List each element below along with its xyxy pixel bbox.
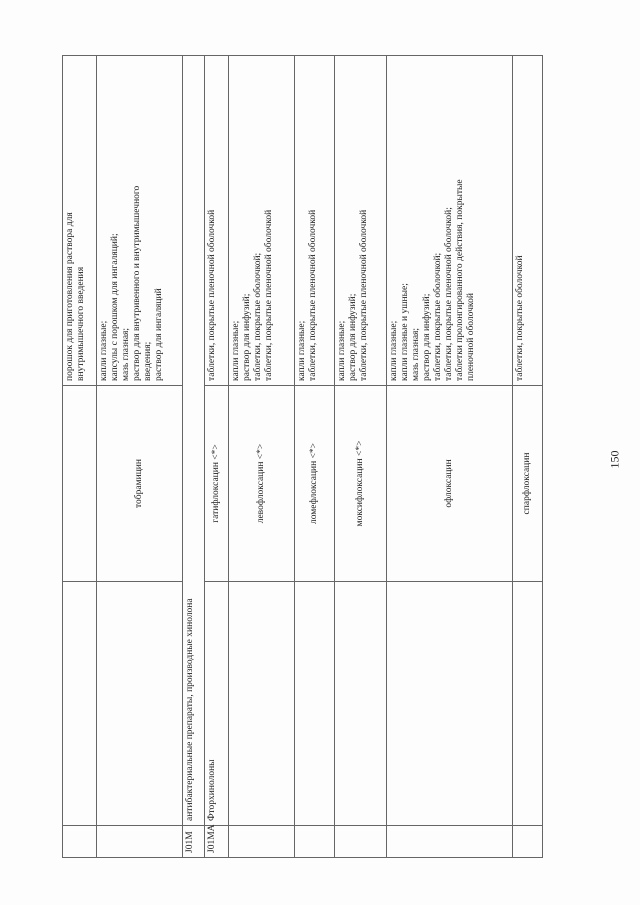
form-line: раствор для инфузий;	[422, 293, 432, 381]
table-row	[97, 56, 183, 858]
form-line: таблетки пролонгированного действия, покрытые	[455, 179, 465, 381]
atc-code-cell	[513, 826, 543, 858]
table-row	[513, 56, 543, 858]
form-line: таблетки, покрытые пленочной оболочкой	[359, 209, 369, 381]
group-cell	[63, 582, 97, 826]
form-line: таблетки, покрытые оболочкой	[515, 255, 525, 381]
forms-cell	[387, 56, 513, 386]
inn-cell	[63, 386, 97, 582]
form-line: раствор для внутривенного и внутримышечного	[132, 185, 142, 381]
form-line: пленочной оболочкой	[466, 293, 476, 381]
table-row	[295, 56, 335, 858]
inn-cell: тобрамицин	[97, 386, 183, 582]
form-line: таблетки, покрытые пленочной оболочкой;	[444, 207, 454, 381]
form-line: капли глазные;	[297, 320, 307, 381]
form-line: капли глазные и ушные;	[400, 283, 410, 381]
atc-code-cell	[295, 826, 335, 858]
form-line: таблетки, покрытые оболочкой;	[253, 252, 263, 381]
inn-cell: спарфлоксацин	[513, 386, 543, 582]
atc-code-cell: J01M	[183, 826, 205, 858]
forms-cell	[97, 56, 183, 386]
form-line: капли глазные;	[231, 320, 241, 381]
forms-cell	[335, 56, 387, 386]
atc-code-cell	[97, 826, 183, 858]
group-cell: Фторхинолоны	[205, 582, 229, 826]
table-row	[229, 56, 295, 858]
form-line: раствор для ингаляций	[154, 288, 164, 381]
table-row	[387, 56, 513, 858]
table-row	[205, 56, 229, 858]
inn-cell: моксифлоксацин <*>	[335, 386, 387, 582]
atc-code-cell	[229, 826, 295, 858]
form-line: раствор для инфузий;	[348, 293, 358, 381]
form-line: раствор для инфузий;	[242, 293, 252, 381]
form-line: таблетки, покрытые пленочной оболочкой	[308, 209, 318, 381]
group-cell	[513, 582, 543, 826]
form-line: порошок для приготовления раствора для	[65, 212, 75, 381]
forms-cell	[295, 56, 335, 386]
page-number: 150	[607, 450, 622, 469]
form-line: капли глазные;	[337, 320, 347, 381]
drug-table	[62, 55, 543, 858]
atc-code-cell	[335, 826, 387, 858]
group-cell	[387, 582, 513, 826]
form-line: таблетки, покрытые пленочной оболочкой	[264, 209, 274, 381]
inn-cell: ломефлоксацин <*>	[295, 386, 335, 582]
group-cell	[97, 582, 183, 826]
form-line: таблетки, покрытые оболочкой;	[433, 252, 443, 381]
table-row	[183, 56, 205, 858]
form-line: мазь глазная;	[411, 327, 421, 381]
group-cell	[229, 582, 295, 826]
forms-cell	[229, 56, 295, 386]
table-row	[335, 56, 387, 858]
group-cell	[335, 582, 387, 826]
atc-code-cell: J01MA	[205, 826, 229, 858]
form-line: внутримышечного введения	[76, 266, 86, 381]
form-line: мазь глазная;	[121, 327, 131, 381]
group-cell: антибактериальные препараты, производные хинолона	[183, 56, 205, 826]
atc-code-cell	[63, 826, 97, 858]
forms-cell	[205, 56, 229, 386]
form-line: введения;	[143, 341, 153, 381]
forms-cell	[513, 56, 543, 386]
table-row	[63, 56, 97, 858]
drug-table-page	[62, 56, 576, 858]
form-line: капли глазные;	[99, 320, 109, 381]
inn-cell: офлоксацин	[387, 386, 513, 582]
inn-cell: левофлоксацин <*>	[229, 386, 295, 582]
forms-cell	[63, 56, 97, 386]
form-line: капсулы с порошком для ингаляций;	[110, 233, 120, 381]
form-line: капли глазные;	[389, 320, 399, 381]
group-cell	[295, 582, 335, 826]
atc-code-cell	[387, 826, 513, 858]
inn-cell: гатифлоксацин <*>	[205, 386, 229, 582]
form-line: таблетки, покрытые пленочной оболочкой	[207, 209, 217, 381]
